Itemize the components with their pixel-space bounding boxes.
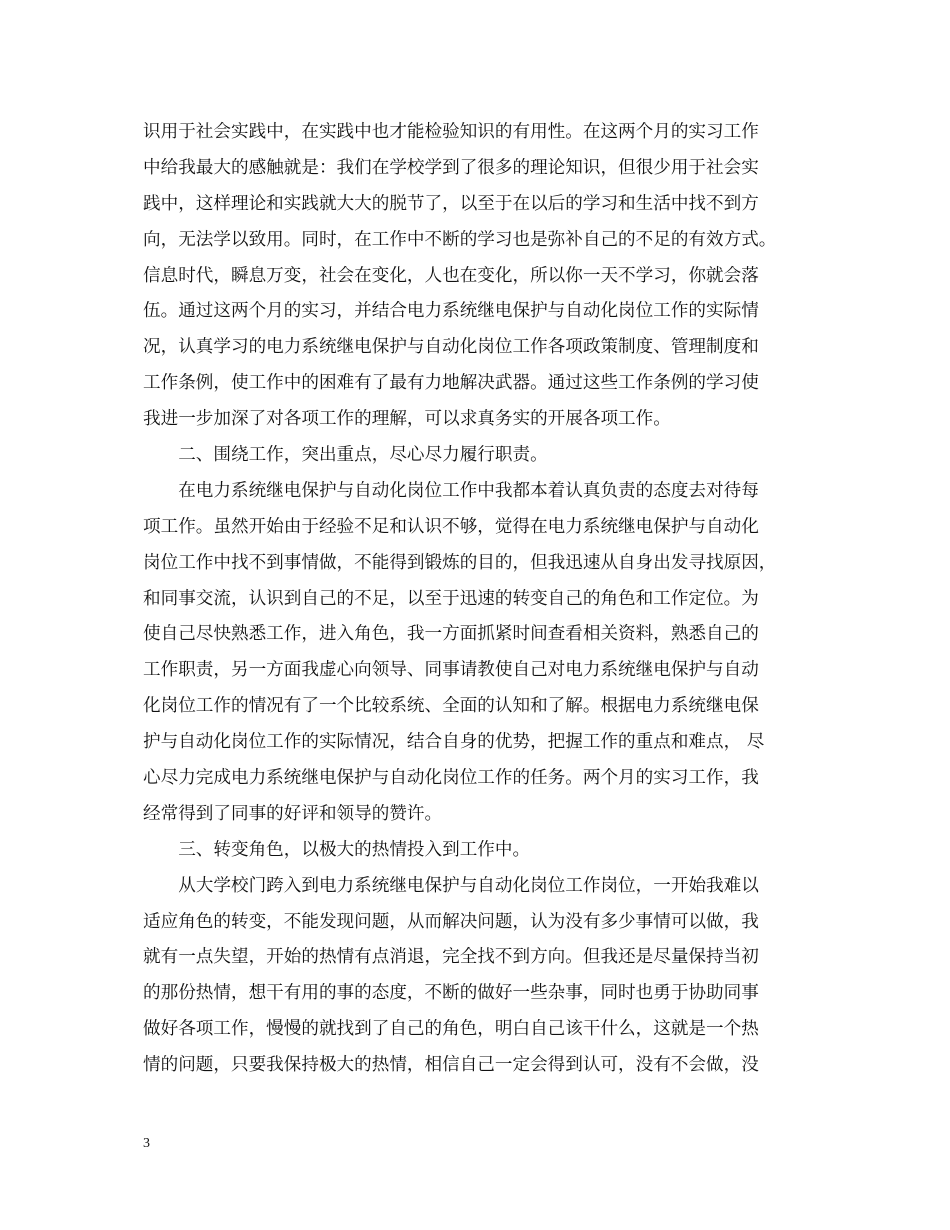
text-line: 从大学校门跨入到电力系统继电保护与自动化岗位工作岗位，一开始我难以 [143, 875, 759, 896]
text-line: 护与自动化岗位工作的实际情况，结合自身的优势，把握工作的重点和难点， 尽 [143, 732, 765, 753]
text-line: 况，认真学习的电力系统继电保护与自动化岗位工作各项政策制度、管理制度和 [143, 337, 759, 358]
text-line: 我进一步加深了对各项工作的理解，可以求真务实的开展各项工作。 [143, 409, 671, 430]
text-line: 识用于社会实践中，在实践中也才能检验知识的有用性。在这两个月的实习工作 [143, 122, 759, 142]
text-line: 做好各项工作，慢慢的就找到了自己的角色，明白自己该干什么，这就是一个热 [143, 1019, 759, 1040]
text-line: 就有一点失望，开始的热情有点消退，完全找不到方向。但我还是尽量保持当初 [143, 947, 759, 968]
text-line: 化岗位工作的情况有了一个比较系统、全面的认知和了解。根据电力系统继电保 [143, 696, 759, 717]
text-line: 和同事交流，认识到自己的不足，以至于迅速的转变自己的角色和工作定位。为 [143, 588, 759, 609]
text-line: 工作职责，另一方面我虚心向领导、同事请教使自己对电力系统继电保护与自动 [143, 660, 759, 681]
text-line: 情的问题，只要我保持极大的热情，相信自己一定会得到认可，没有不会做，没 [143, 1055, 759, 1076]
section-heading: 三、转变角色，以极大的热情投入到工作中。 [143, 839, 531, 860]
text-line: 的那份热情，想干有用的事的态度，不断的做好一些杂事，同时也勇于协助同事 [143, 983, 759, 1004]
text-line: 岗位工作中找不到事情做，不能得到锻炼的目的，但我迅速从自身出发寻找原因， [143, 552, 777, 573]
text-line: 心尽力完成电力系统继电保护与自动化岗位工作的任务。两个月的实习工作，我 [143, 768, 759, 789]
text-line: 信息时代，瞬息万变，社会在变化，人也在变化，所以你一天不学习，你就会落 [143, 265, 759, 286]
text-line: 经常得到了同事的好评和领导的赞许。 [143, 803, 443, 824]
text-line: 使自己尽快熟悉工作，进入角色，我一方面抓紧时间查看相关资料，熟悉自己的 [143, 624, 759, 645]
text-line: 工作条例，使工作中的困难有了最有力地解决武器。通过这些工作条例的学习使 [143, 373, 759, 394]
text-line: 中给我最大的感触就是：我们在学校学到了很多的理论知识，但很少用于社会实 [143, 157, 759, 178]
text-line: 向，无法学以致用。同时，在工作中不断的学习也是弥补自己的不足的有效方式。 [143, 229, 777, 250]
page-number: 3 [143, 1136, 150, 1151]
body-text [143, 115, 813, 1084]
text-line: 适应角色的转变，不能发现问题，从而解决问题，认为没有多少事情可以做，我 [143, 911, 759, 932]
text-line: 践中，这样理论和实践就大大的脱节了，以至于在以后的学习和生活中找不到方 [143, 193, 759, 214]
text-line: 伍。通过这两个月的实习，并结合电力系统继电保护与自动化岗位工作的实际情 [143, 301, 759, 322]
section-heading: 二、围绕工作，突出重点，尽心尽力履行职责。 [143, 445, 548, 466]
text-line: 在电力系统继电保护与自动化岗位工作中我都本着认真负责的态度去对待每 [143, 480, 759, 501]
text-line: 项工作。虽然开始由于经验不足和认识不够，觉得在电力系统继电保护与自动化 [143, 516, 759, 537]
